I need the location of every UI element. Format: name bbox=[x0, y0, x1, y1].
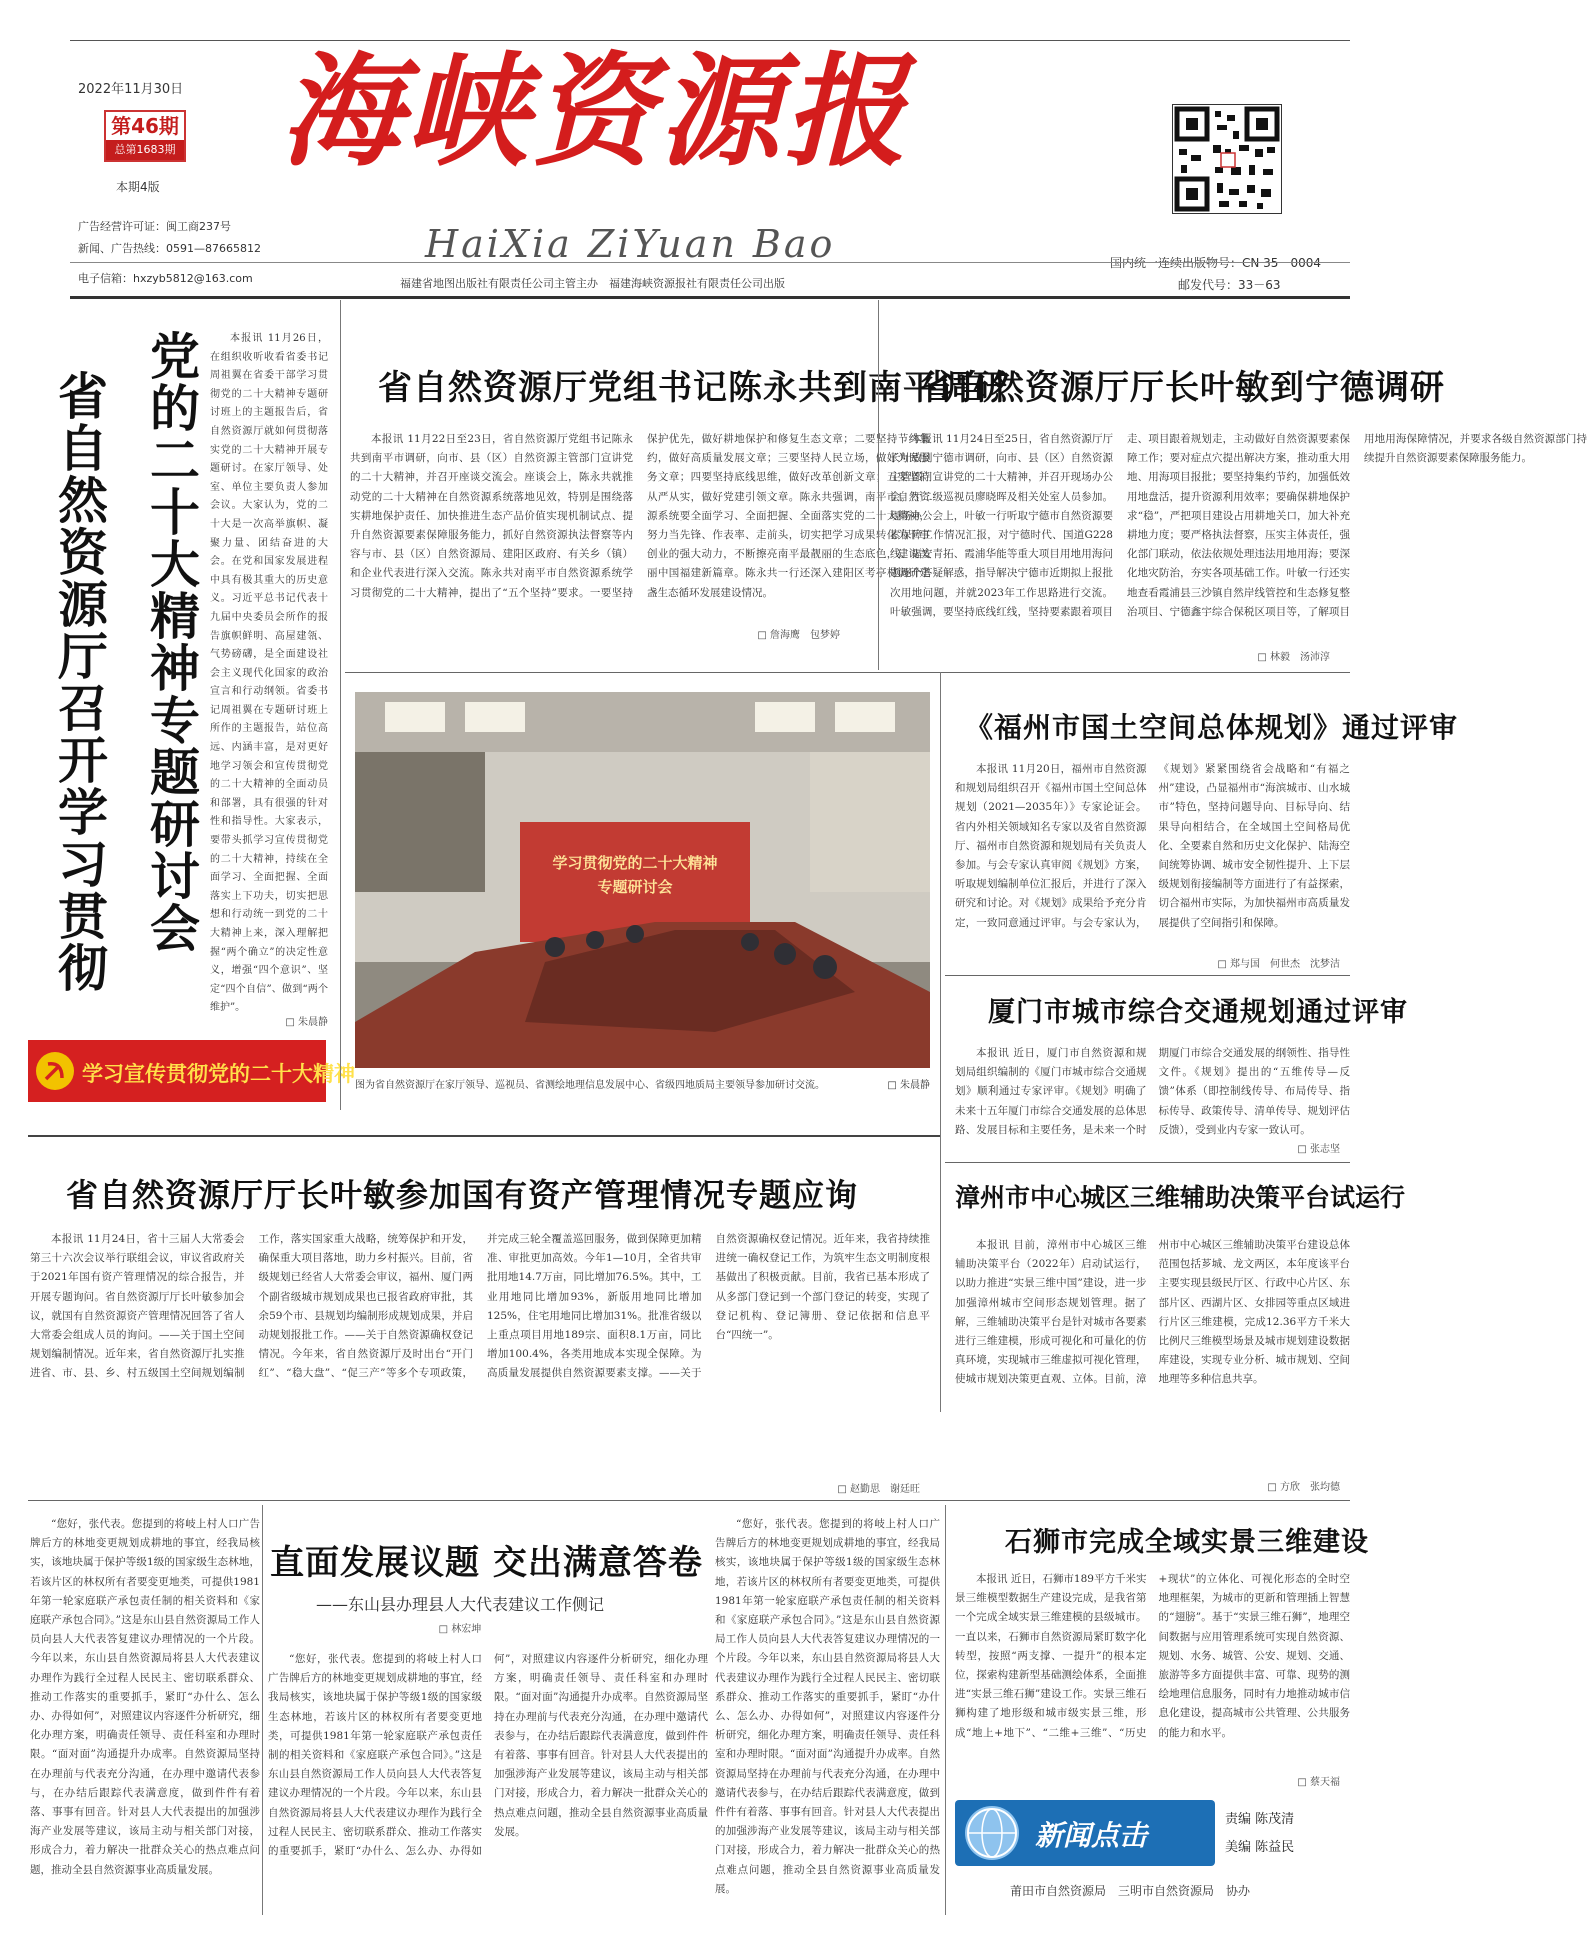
article-zhangzhou-byline-names: 方欣 张均德 bbox=[1280, 1482, 1340, 1493]
newspaper-title: 海峡资源报 bbox=[280, 39, 910, 183]
article-dongshan-left-col: “您好，张代表。您提到的将岐上村人口广告牌后方的林地变更规划成耕地的事宜，经我局核实，该地块属于保护等级1级的国家级生态林地，若该片区的林权所有者要变更地类，可提供1981年第一轮家庭联产承包责任制的相关资料和《家庭联产承包合同》。”这是东山县自然资源局工作人员向县人大代表答复建议办理情况的一个片段。今年以来，东山县自然资源局将县人大代表建议办理作为践行全过程人民民主、密切联系群众、推动工作落实的重要抓手，紧盯“办什么、怎么办、办得如何”，对照建议内容逐件分析研究，细化办理方案，明确责任领导、责任科室和办理时限。“面对面”沟通提升办成率。自然资源局坚持在办理前与代表充分沟通，在办理中邀请代表参与，在办结后跟踪代表满意度，做到件件有着落、事事有回音。针对县人大代表提出的加强涉海产业发展等建议，该局主动与相关部门对接，形成合力，着力解决一批群众关心的热点难点问题，推动全县自然资源事业高质量发展。 bbox=[30, 1518, 260, 1876]
article-dongshan-body: “您好，张代表。您提到的将岐上村人口广告牌后方的林地变更规划成耕地的事宜，经我局核实，该地块属于保护等级1级的国家级生态林地，若该片区的林权所有者要变更地类，可提供1981年第一轮家庭联产承包责任制的相关资料和《家庭联产承包合同》。”这是东山县自然资源局工作人员向县人大代表答复建议办理情况的一个片段。今年以来，东山县自然资源局将县人大代表建议办理作为践行全过程人民民主、密切联系群众、推动工作落实的重要抓手，紧盯“办什么、怎么办、办得如何”，对照建议内容逐件分析研究，细化办理方案，明确责任领导、责任科室和办理时限。“面对面”沟通提升办成率。自然资源局坚持在办理前与代表充分沟通，在办理中邀请代表参与，在办结后跟踪代表满意度，做到件件有着落、事事有回音。针对县人大代表提出的加强涉海产业发展等建议，该局主动与相关部门对接，形成合力，着力解决一批群众关心的热点难点问题，推动全县自然资源事业高质量发展。 bbox=[268, 1653, 708, 1858]
article-state-assets-byline-names: 赵勤思 谢廷旺 bbox=[850, 1484, 920, 1495]
article-dongshan-author: □ 林宏坤 bbox=[438, 1624, 482, 1635]
campaign-banner-text: 学习宣传贯彻党的二十大精神 bbox=[82, 1062, 355, 1086]
lead-article-byline: □ 朱晨静 bbox=[285, 1017, 328, 1028]
article-xiamen-byline-name: 张志坚 bbox=[1310, 1144, 1340, 1155]
article-zhangzhou-3d-title: 漳州市中心城区三维辅助决策平台试运行 bbox=[955, 1183, 1406, 1212]
col-divider-shishi bbox=[945, 1505, 946, 1915]
lead-title-line2: 省自然资源厅召开学习贯彻 bbox=[50, 370, 108, 994]
article-ye-min-byline: □ 林毅 汤沛淳 bbox=[1257, 652, 1330, 663]
party-emblem-icon bbox=[36, 1052, 74, 1090]
article-state-assets-body-wrap bbox=[30, 1230, 930, 1478]
article-ye-min-body-wrap bbox=[890, 430, 1587, 625]
article-shishi-body-wrap bbox=[955, 1570, 1350, 1770]
article-ye-min-ningde-title: 省自然资源厅厅长叶敏到宁德调研 bbox=[920, 368, 1445, 408]
lead-title-line1: 党的二十大精神专题研讨会 bbox=[142, 330, 200, 954]
issue-number: 第46期 bbox=[111, 114, 179, 138]
issue-total: 总第1683期 bbox=[106, 140, 184, 160]
article-xiamen-traffic-title: 厦门市城市综合交通规划通过评审 bbox=[988, 997, 1408, 1028]
article-chen-yonggong-body: 本报讯 11月22日至23日，省自然资源厅党组书记陈永共到南平市调研，向市、县（区）自然资源主管部门宣讲党的二十大精神，并召开座谈交流会。座谈会上，陈永共就推动党的二十大精神在自然资源系统落地见效，特别是围绕落实耕地保护责任、加快推进生态产品价值实现机制试点、提升自然资源要素保障服务能力，抓好自然资源执法督察等内容与市、县（区）自然资源局、建阳区政府、有关乡（镇）和企业代表进行深入交流。陈永共对南平市自然资源系统学习贯彻党的二十大精神，提出了“五个坚持”要求。一要坚持保护优先，做好耕地保护和修复生态文章；二要坚持节约集约，做好高质量发展文章；三要坚持人民立场，做好为民服务文章；四要坚持底线思维，做好改革创新文章；五要坚持从严从实，做好党建引领文章。陈永共强调，南平市自然资源系统要全面学习、全面把握、全面落实党的二十大精神，努力当先锋、作表率、走前头，切实把学习成果转化为干事创业的强大动力，不断擦亮南平最靓丽的生态底色，建设美丽中国福建新篇章。陈永共一行还深入建阳区考亭村调研建盏生态循环发展建设情况。 bbox=[350, 433, 930, 599]
article-shishi-title: 石狮市完成全域实景三维建设 bbox=[1005, 1527, 1369, 1558]
lead-article-body: 本报讯 11月26日，在组织收听收看省委书记周祖翼在省委干部学习贯彻党的二十大精神专题研讨班上的主题报告后，省自然资源厅就如何贯彻落实党的二十大精神开展专题研讨。在家厅领导、处室、单位主要负责人参加会议。大家认为，党的二十大是一次高举旗帜、凝聚力量、团结奋进的大会。在党和国家发展进程中具有极其重大的历史意义。习近平总书记代表十九届中央委员会所作的报告旗帜鲜明、高屋建瓴、气势磅礴，是全面建设社会主义现代化国家的政治宣言和行动纲领。省委书记周祖翼在专题研讨班上所作的主题报告，站位高远、内涵丰富，是对更好地学习领会和宣传贯彻党的二十大精神的全面动员和部署，具有很强的针对性和指导性。大家表示，要带头抓学习宣传贯彻党的二十大精神，持续在全面学习、全面把握、全面落实上下功夫，切实把思想和行动统一到党的二十大精神上来，深入理解把握“两个确立”的决定性意义，增强“四个意识”、坚定“四个自信”、做到“两个维护”。 bbox=[210, 333, 328, 1014]
article-shishi-byline: □ 蔡天福 bbox=[1297, 1777, 1340, 1788]
photo-screen-line1: 学习贯彻党的二十大精神 bbox=[552, 854, 718, 872]
article-dongshan-right-col: “您好，张代表。您提到的将岐上村人口广告牌后方的林地变更规划成耕地的事宜，经我局核实，该地块属于保护等级1级的国家级生态林地，若该片区的林权所有者要变更地类，可提供1981年第一轮家庭联产承包责任制的相关资料和《家庭联产承包合同》。”这是东山县自然资源局工作人员向县人大代表答复建议办理情况的一个片段。今年以来，东山县自然资源局将县人大代表建议办理作为践行全过程人民民主、密切联系群众、推动工作落实的重要抓手，紧盯“办什么、怎么办、办得如何”，对照建议内容逐件分析研究，细化办理方案，明确责任领导、责任科室和办理时限。“面对面”沟通提升办成率。自然资源局坚持在办理前与代表充分沟通，在办理中邀请代表参与，在办结后跟踪代表满意度，做到件件有着落、事事有回音。针对县人大代表提出的加强涉海产业发展等建议，该局主动与相关部门对接，形成合力，着力解决一批群众关心的热点难点问题，推动全县自然资源事业高质量发展。 bbox=[715, 1518, 940, 1895]
article-dongshan-subtitle: ——东山县办理县人大代表建议工作侧记 bbox=[316, 1595, 605, 1614]
co-organizers: 莆田市自然资源局 三明市自然资源局 协办 bbox=[1010, 1884, 1251, 1898]
article-dongshan-title: 直面发展议题 交出满意答卷 bbox=[270, 1543, 703, 1583]
rule-under-top-articles bbox=[345, 672, 1350, 673]
masthead-bottom-rule bbox=[70, 296, 1350, 299]
issue-date: 2022年11月30日 bbox=[78, 82, 184, 97]
col-divider-right bbox=[940, 672, 941, 1412]
article-zhangzhou-byline: □ 方欣 张均德 bbox=[1267, 1482, 1340, 1493]
article-xiamen-byline: □ 张志坚 bbox=[1297, 1144, 1340, 1155]
article-shishi-body: 本报讯 近日，石狮市189平方千米实景三维模型数据生产建设完成，是我省第一个完成全域实景三维建模的县级城市。一直以来，石狮市自然资源局紧盯数字化转型，按照“两支撑、一提升”的根本定位，探索构建新型基础测绘体系，全面推进“实景三维石狮”建设工作。实景三维石狮构建了地形级和城市级实景三维，形成“地上+地下”、“二维+三维”、“历史+现状”的立体化、可视化形态的全时空地理框架，为城市的更新和管理插上智慧的“翅膀”。基于“实景三维石狮”，地理空间数据与应用管理系统可实现自然资源、规划、水务、城管、公安、规划、交通、旅游等多方面提供丰富、可靠、现势的测绘地理信息服务，同时有力地推动城市信息化建设，提高城市公共管理、公共服务的能力和水平。 bbox=[955, 1573, 1350, 1739]
issue-box bbox=[104, 110, 186, 162]
rule-fuzhou bbox=[945, 975, 1350, 976]
editor-credit: 责编 陈茂清 bbox=[1225, 1812, 1295, 1827]
photo-caption-text: 图为省自然资源厅在家厅领导、巡视员、省测绘地理信息发展中心、省级四地质局主要领导参加研讨交流。 bbox=[355, 1080, 825, 1091]
article-chen-yonggong-title: 省自然资源厅党组书记陈永共到南平调研 bbox=[378, 368, 1008, 408]
article-xiamen-traffic-body: 本报讯 近日，厦门市自然资源和规划局组织编制的《厦门市城市综合交通规划》顺利通过专家评审。《规划》明确了未来十五年厦门市综合交通发展的总体思路、发展目标和主要任务，是未来一个时期厦门市综合交通发展的纲领性、指导性文件。《规划》提出的“五维传导—反馈”体系（即控制线传导、布局传导、指标传导、政策传导、清单传导、规划评估反馈），受到业内专家一致认可。 bbox=[955, 1047, 1350, 1136]
postal-code: 邮发代号：33－63 bbox=[1178, 278, 1281, 292]
col-divider-left bbox=[340, 300, 341, 1110]
globe-icon bbox=[965, 1806, 1019, 1860]
article-shishi-byline-name: 蔡天福 bbox=[1310, 1777, 1340, 1788]
article-state-assets-title: 省自然资源厅厅长叶敏参加国有资产管理情况专题应询 bbox=[66, 1176, 859, 1214]
rule-lower-section bbox=[28, 1500, 1350, 1501]
article-fuzhou-plan-title: 《福州市国土空间总体规划》通过评审 bbox=[965, 711, 1459, 744]
article-chen-byline: □ 詹海鹰 包梦婷 bbox=[757, 630, 840, 641]
photo-screen-line2: 专题研讨会 bbox=[597, 878, 673, 896]
article-zhangzhou-3d-body: 本报讯 目前，漳州市中心城区三维辅助决策平台（2022年）启动试运行，以助力推进“实景三维中国”建设，进一步加强漳州城市空间形态规划管理。据了解，三维辅助决策平台是针对城市各要素进行三维建模，形成可视化和可量化的仿真环境，实现城市三维虚拟可视化管理，使城市规划决策更直观、立体。目前，漳州市中心城区三维辅助决策平台建设总体范围包括芗城、龙文两区，本年度该平台主要实现县级民厅区、行政中心片区、东部片区、西湖片区、女排园等重点区域进行片区三维建模，完成12.36平方千米大比例尺三维模型场景及城市规划建设数据库建设，实现专业分析、城市规划、空间地理等多种信息共享。 bbox=[955, 1239, 1350, 1386]
campaign-banner bbox=[28, 1040, 355, 1102]
article-state-assets-byline: □ 赵勤思 谢廷旺 bbox=[837, 1484, 920, 1495]
photo-caption bbox=[355, 1078, 930, 1093]
rule-xiamen bbox=[945, 1162, 1350, 1163]
masthead-divider bbox=[70, 262, 1350, 263]
article-dongshan-author-name: 林宏坤 bbox=[451, 1624, 482, 1635]
article-dongshan-body-wrap bbox=[268, 1650, 708, 1912]
rule-section-middle bbox=[28, 1135, 940, 1137]
photo-byline: 朱晨静 bbox=[900, 1080, 930, 1091]
photo-byline-wrap: □ 朱晨静 bbox=[887, 1080, 930, 1091]
article-chen-yonggong-body-wrap bbox=[350, 430, 930, 625]
article-fuzhou-byline-names: 郑与国 何世杰 沈梦洁 bbox=[1230, 959, 1340, 970]
col-divider-dongshan bbox=[262, 1505, 263, 1915]
article-ye-min-byline-names: 林毅 汤沛淳 bbox=[1270, 652, 1330, 663]
article-fuzhou-plan-body: 本报讯 11月20日，福州市自然资源和规划局组织召开《福州市国土空间总体规划（2021—2035年）》专家论证会。省内外相关领域知名专家以及省自然资源厅、福州市自然资源和规划局有关负责人参加。与会专家认真审阅《规划》方案，听取规划编制单位汇报后，并进行了深入研究和讨论。对《规划》成果给予充分肯定，一致同意通过评审。与会专家认为，《规划》紧紧围绕省会战略和“有福之州”建设，凸显福州市“海滨城市、山水城市”特色，坚持问题导向、目标导向、结果导向相结合，在全域国土空间格局优化、全要素自然和历史文化保护、陆海空间统筹协调、城市安全韧性提升、上下层级规划衔接编制等方面进行了有益探索，切合福州市实际，为加快福州市高质量发展提供了空间指引和保障。 bbox=[955, 763, 1350, 929]
lead-byline-name: 朱晨静 bbox=[298, 1017, 328, 1028]
article-dongshan-right-wrap bbox=[715, 1515, 940, 1915]
article-zhangzhou-body-wrap bbox=[955, 1236, 1350, 1474]
lead-vertical-headline bbox=[28, 330, 203, 1030]
designer-credit: 美编 陈益民 bbox=[1225, 1840, 1295, 1855]
qr-code-icon bbox=[1172, 104, 1282, 214]
sponsor-line: 福建省地图出版社有限责任公司主管主办 福建海峡资源报社有限责任公司出版 bbox=[400, 277, 785, 290]
cn-number: 国内统一连续出版物号：CN 35－0004 bbox=[1110, 256, 1321, 270]
article-ye-min-ningde-body: 本报讯 11月24日至25日，省自然资源厅厅长叶敏到宁德市调研，向市、县（区）自然资源主管部门宣讲党的二十大精神，并召开现场办公会。厅二级巡视员廖晓晖及相关处室人员参加。现场办公会上，叶敏一行听取宁德市自然资源要素保障工作情况汇报，对宁德时代、国道G228线、福安青拓、霞浦华能等重大项目用地用海问题逐个答疑解惑，指导解决宁德市近期拟上报批次用地问题，并就2023年工作思路进行交流。叶敏强调，要坚持底线红线，坚持要素跟着项目走、项目跟着规划走，主动做好自然资源要素保障工作；要对症点穴提出解决方案，推动重大用地、用海项目报批；要坚持集约节约，加强低效用地盘活，提升资源利用效率；要确保耕地保护求“稳”，严把项目建设占用耕地关口，加大补充耕地力度；要严格执法督察，压实主体责任，强化部门联动，依法依规处理违法用地用海；要深化地灾防治，夯实各项基础工作。叶敏一行还实地查看霞浦县三沙镇自然岸线管控和生态修复整治项目、宁德鑫宇综合保税区项目等，了解项目用地用海保障情况，并要求各级自然资源部门持续提升自然资源要素保障服务能力。 bbox=[890, 433, 1587, 618]
email: 电子信箱：hxzyb5812@163.com bbox=[78, 272, 253, 285]
meeting-photo bbox=[355, 692, 930, 1068]
news-click-title: 新闻点击 bbox=[1035, 1819, 1148, 1852]
pages-count: 本期4版 bbox=[116, 180, 160, 194]
newspaper-pinyin: HaiXia ZiYuan Bao bbox=[425, 222, 836, 266]
news-click-banner bbox=[955, 1800, 1215, 1866]
article-state-assets-body: 本报讯 11月24日，省十三届人大常委会第三十六次会议举行联组会议，审议省政府关于2021年国有资产管理情况的综合报告，并开展专题询问。省自然资源厅厅长叶敏参加会议，就国有自然资源资产管理情况回答了省人大常委会组成人员的询问。——关于国土空间规划编制情况。近年来，省自然资源厅扎实推进省、市、县、乡、村五级国土空间规划编制工作，落实国家重大战略，统筹保护和开发，确保重大项目落地，助力乡村振兴。目前，省级规划已经省人大常委会审议，福州、厦门两个副省级城市规划成果也已报省政府审批，其余59个市、县规划均编制形成规划成果，并启动规划报批工作。——关于自然资源确权登记情况。今年来，省自然资源厅及时出台“开门红”、“稳大盘”、“促三产”等多个专项政策，并完成三轮全覆盖巡回服务，做到保障更加精准、审批更加高效。今年1—10月，全省共审批用地14.7万亩，同比增加76.5%。其中，工业用地同比增加93%，新版用地同比增加125%，住宅用地同比增加31%。批准省级以上重点项目用地189宗、面积8.1万亩，同比增加100.4%，各类用地成本实现全保障。为高质量发展提供自然资源要素支撑。——关于自然资源确权登记情况。近年来，我省持续推进统一确权登记工作，为筑牢生态文明制度根基做出了积极贡献。目前，我省已基本形成了从多部门登记到一个部门登记的转变，实现了登记机构、登记簿册、登记依据和信息平台“四统一”。 bbox=[30, 1233, 930, 1380]
col-divider-mid bbox=[878, 300, 879, 670]
ad-license: 广告经营许可证：闽工商237号 bbox=[78, 220, 231, 233]
hotline: 新闻、广告热线：0591—87665812 bbox=[78, 242, 261, 255]
article-fuzhou-byline: □ 郑与国 何世杰 沈梦洁 bbox=[1217, 959, 1340, 970]
article-chen-byline-names: 詹海鹰 包梦婷 bbox=[770, 630, 840, 641]
article-fuzhou-body-wrap bbox=[955, 760, 1350, 950]
